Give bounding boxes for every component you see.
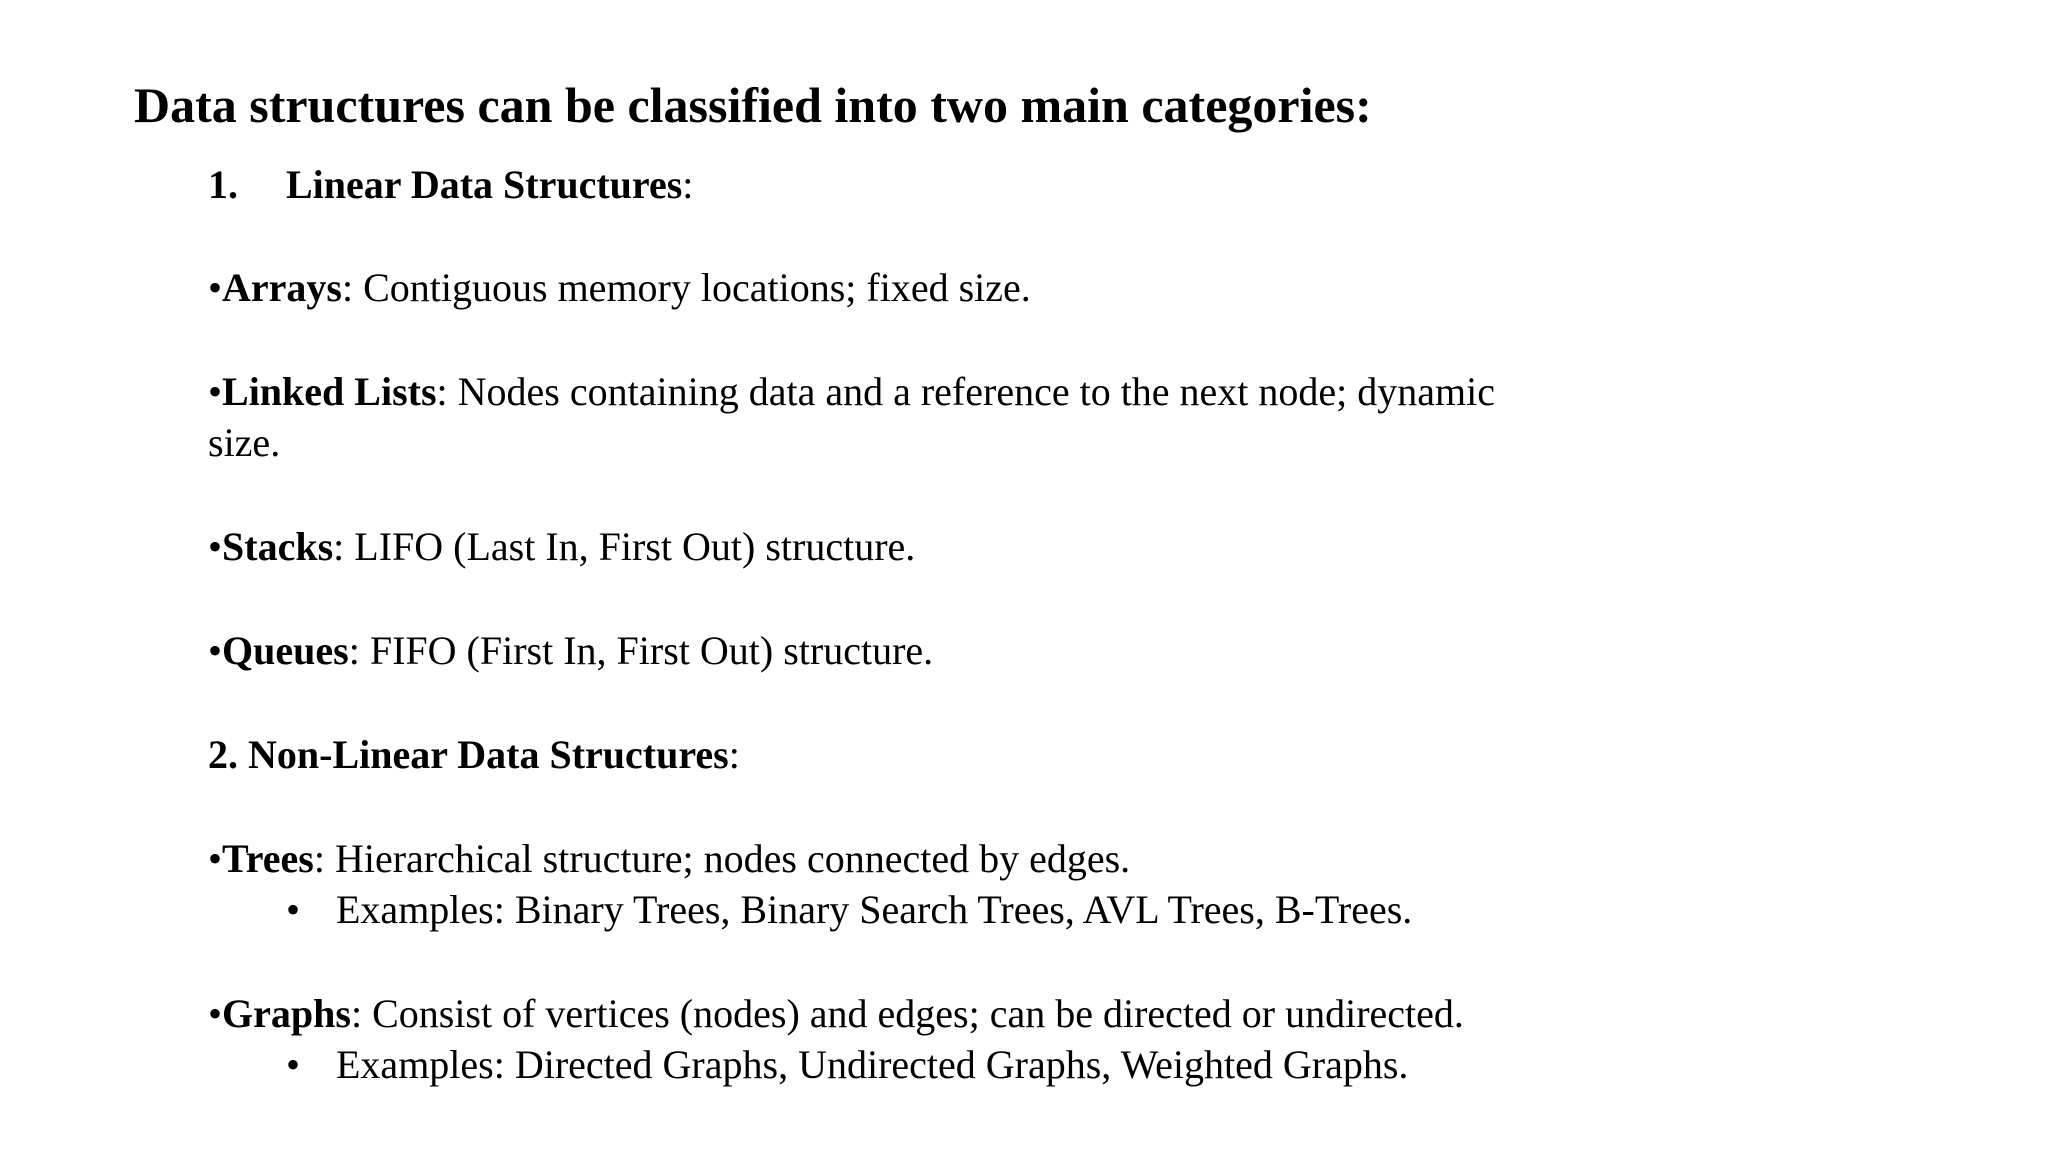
term-graphs: Graphs xyxy=(222,991,351,1036)
term-trees: Trees xyxy=(222,836,314,881)
slide-title: Data structures can be classified into two main categories: xyxy=(134,77,1372,133)
desc-trees: : Hierarchical structure; nodes connected by edges. xyxy=(313,836,1131,881)
linear-heading-text: Linear Data Structures xyxy=(286,162,683,207)
list-item-trees xyxy=(208,834,1130,884)
sub-item-trees-examples: Examples: Binary Trees, Binary Search Trees, AVL Trees, B-Trees. xyxy=(336,887,1413,932)
desc-arrays: : Contiguous memory locations; fixed size. xyxy=(341,265,1031,310)
sub-bullet: • xyxy=(286,887,301,932)
bullet: • xyxy=(208,991,223,1036)
list-item-stacks xyxy=(208,522,915,572)
term-linked-lists: Linked Lists xyxy=(222,369,437,414)
nonlinear-heading-colon: : xyxy=(728,732,740,777)
desc-linked-lists: : Nodes containing data and a reference to the next node; dynamic xyxy=(436,369,1496,414)
term-stacks: Stacks xyxy=(222,524,334,569)
bullet: • xyxy=(208,628,223,673)
sub-bullet: • xyxy=(286,1042,301,1087)
list-item-linked-lists-cont: size. xyxy=(208,420,281,465)
linear-number: 1. xyxy=(208,162,238,207)
bullet: • xyxy=(208,265,223,310)
desc-stacks: : LIFO (Last In, First Out) structure. xyxy=(333,524,916,569)
term-arrays: Arrays xyxy=(222,265,342,310)
bullet: • xyxy=(208,836,223,881)
list-item-queues xyxy=(208,626,933,676)
linear-heading xyxy=(208,160,693,210)
term-queues: Queues xyxy=(222,628,349,673)
bullet: • xyxy=(208,369,223,414)
desc-queues: : FIFO (First In, First Out) structure. xyxy=(348,628,934,673)
desc-graphs: : Consist of vertices (nodes) and edges; can be directed or undirected. xyxy=(350,991,1464,1036)
sub-item-graphs-examples: Examples: Directed Graphs, Undirected Graphs, Weighted Graphs. xyxy=(336,1042,1409,1087)
list-item-arrays xyxy=(208,263,1031,313)
linear-heading-colon: : xyxy=(682,162,694,207)
list-item-graphs xyxy=(208,989,1464,1039)
nonlinear-heading-text: 2. Non-Linear Data Structures xyxy=(208,732,729,777)
bullet: • xyxy=(208,524,223,569)
list-item-linked-lists xyxy=(208,367,1495,417)
nonlinear-heading xyxy=(208,730,740,780)
